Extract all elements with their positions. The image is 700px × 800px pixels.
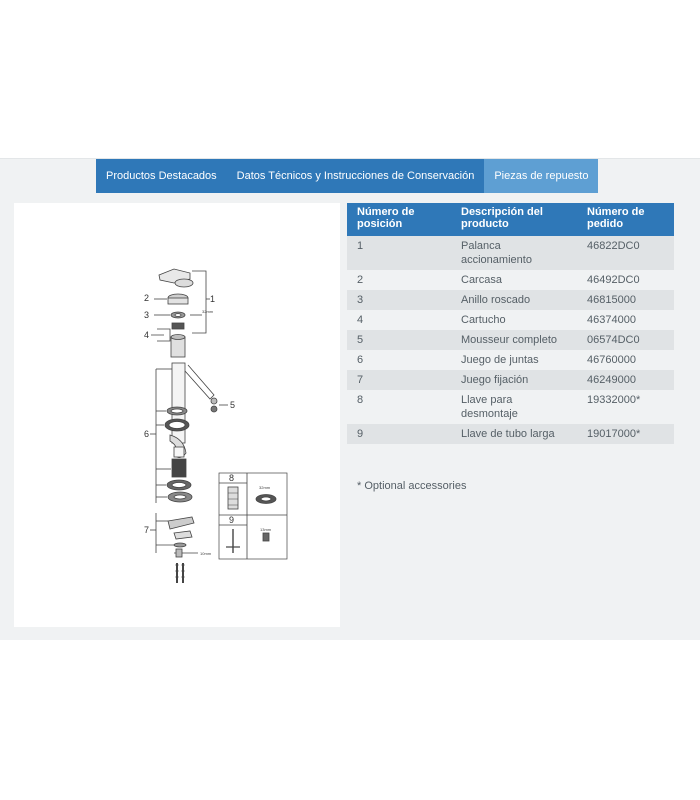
callout-6: 6: [144, 429, 150, 439]
dim-label-2: 32mm: [259, 485, 271, 490]
cell-order-number: 46492DC0: [577, 270, 674, 290]
cell-description: Anillo roscado: [451, 290, 577, 310]
spare-parts-table: [347, 203, 674, 444]
tab-datos-tecnicos[interactable]: Datos Técnicos y Instrucciones de Conservación: [236, 170, 475, 182]
callout-7: 7: [144, 525, 150, 535]
callout-1: 1: [210, 294, 216, 304]
cell-description: Llave de tubo larga: [451, 424, 577, 444]
box-number-8: 8: [229, 473, 235, 483]
cell-position: 7: [347, 370, 451, 390]
cell-order-number: 46760000: [577, 350, 674, 370]
cell-description: Juego fijación: [451, 370, 577, 390]
tab-bar: [96, 159, 598, 193]
cell-order-number: 19017000*: [577, 424, 674, 444]
callout-5: 5: [230, 400, 236, 410]
table-row: [347, 370, 674, 390]
cell-order-number: 46249000: [577, 370, 674, 390]
table-row: [347, 330, 674, 350]
cell-order-number: 46374000: [577, 310, 674, 330]
cell-position: 9: [347, 424, 451, 444]
cell-description: Llave para desmontaje: [451, 390, 577, 424]
exploded-faucet-diagram: [14, 203, 340, 627]
exploded-diagram-panel: [14, 203, 340, 627]
tab-piezas-de-repuesto[interactable]: Piezas de repuesto: [484, 159, 598, 193]
callout-2: 2: [144, 293, 150, 303]
cell-position: 6: [347, 350, 451, 370]
callout-4: 4: [144, 330, 150, 340]
cell-position: 2: [347, 270, 451, 290]
cell-position: 3: [347, 290, 451, 310]
tab-productos-destacados[interactable]: Productos Destacados: [106, 170, 217, 182]
box-number-9: 9: [229, 515, 235, 525]
table-row: [347, 424, 674, 444]
cell-description: Mousseur completo: [451, 330, 577, 350]
header-order-number: Número de pedido: [577, 203, 674, 236]
table-row: [347, 290, 674, 310]
cell-order-number: 46815000: [577, 290, 674, 310]
header-position: Número de posición: [347, 203, 451, 236]
cell-description: Palanca accionamiento: [451, 236, 577, 270]
cell-position: 8: [347, 390, 451, 424]
table-row: [347, 236, 674, 270]
table-row: [347, 270, 674, 290]
table-row: [347, 390, 674, 424]
cell-position: 1: [347, 236, 451, 270]
table-row: [347, 310, 674, 330]
callout-3: 3: [144, 310, 150, 320]
cell-description: Carcasa: [451, 270, 577, 290]
optional-accessories-note: * Optional accessories: [357, 480, 467, 492]
dim-label-4: 10mm: [200, 551, 212, 556]
dim-label-1: 32mm: [202, 309, 214, 314]
table-row: [347, 350, 674, 370]
header-description: Descripción del producto: [451, 203, 577, 236]
cell-position: 5: [347, 330, 451, 350]
cell-order-number: 06574DC0: [577, 330, 674, 350]
table-header-row: [347, 203, 674, 236]
dim-label-3: 13mm: [260, 527, 272, 532]
cell-order-number: 19332000*: [577, 390, 674, 424]
cell-description: Cartucho: [451, 310, 577, 330]
cell-position: 4: [347, 310, 451, 330]
cell-order-number: 46822DC0: [577, 236, 674, 270]
cell-description: Juego de juntas: [451, 350, 577, 370]
